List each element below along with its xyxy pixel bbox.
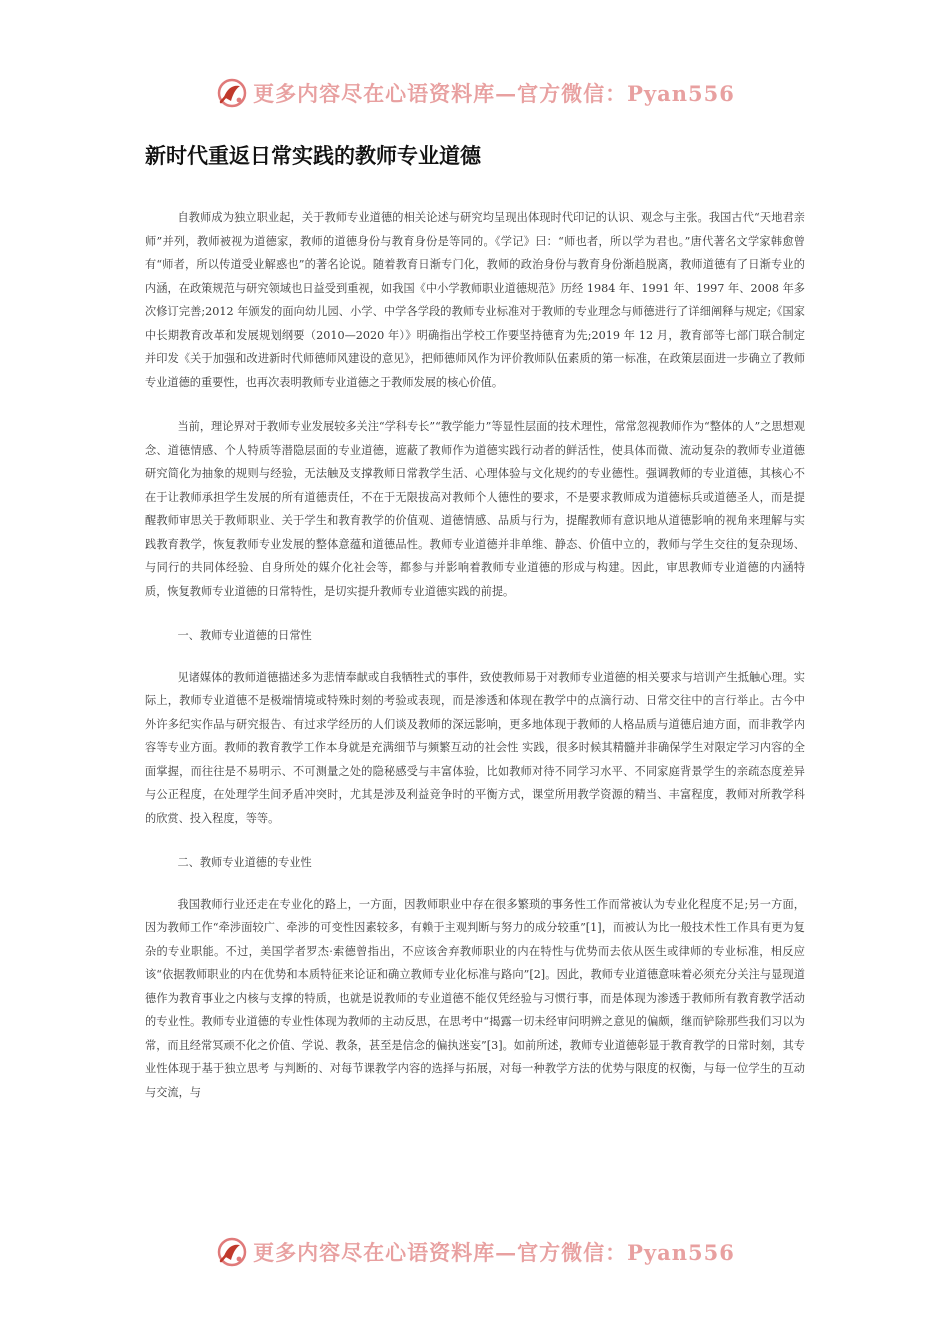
section-heading: 二、教师专业道德的专业性 xyxy=(177,856,312,869)
brand-logo-icon xyxy=(215,76,249,110)
document-body xyxy=(145,206,805,1125)
document-title: 新时代重返日常实践的教师专业道德 xyxy=(145,144,481,168)
body-paragraph: 我国教师行业还走在专业化的路上，一方面，因教师职业中存在很多繁琐的事务性工作而常被认为专业化程度不足;另一方面，因为教师工作“牵涉面较广、牵涉的可变性因素较多，有赖于主观判断与努力的成分较重”[1]，而被认为比一般技术性工作具有更为复杂的专业职能。不过，美国学者罗杰·索德曾指出，不应该舍弃教师职业的内在特性与优势而去依从医生或律师的专业标准，相反应该“依据教师职业的内在优势和本质特征来论证和确立教师专业化标准与路向”[2]。因此，教师专业道德意味着必须充分关注与显现道德作为教育事业之内核与支撑的特质，也就是说教师的专业道德不能仅凭经验与习惯行事，而是体现为渗透于教师所有教育教学活动的专业性。教师专业道德的专业性体现为教师的主动反思，在思考中“揭露一切未经审问明辨之意见的偏颇，继而铲除那些我们习以为常，而且经常冥顽不化之价值、学说、教条，甚至是信念的偏执迷妄”[3]。如前所述，教师专业道德彰显于教育教学的日常时刻，其专业性体现于基于独立思考 与判断的、对每节课教学内容的选择与拓展，对每一种教学方法的优势与限度的权衡，与每一位学生的互动与交流，与 xyxy=(145,897,805,1099)
header-watermark-banner xyxy=(0,73,950,113)
section-heading: 一、教师专业道德的日常性 xyxy=(177,629,312,642)
banner-text: 更多内容尽在心语资料库—官方微信：Pyan556 xyxy=(253,1240,735,1265)
body-paragraph: 当前，理论界对于教师专业发展较多关注“学科专长”“教学能力”等显性层面的技术理性，常常忽视教师作为“整体的人”之思想观念、道德情感、个人特质等潜隐层面的专业道德，遮蔽了教师作为道德实践行动者的鲜活性，使具体而微、流动复杂的教师专业道德研究简化为抽象的规则与经验，无法触及支撑教师日常教学生活、心理体验与文化规约的专业德性。强调教师的专业道德，其核心不在于让教师承担学生发展的所有道德责任，不在于无限拔高对教师个人德性的要求，不是要求教师成为道德标兵或道德圣人，而是提醒教师审思关于教师职业、关于学生和教育教学的价值观、道德情感、品质与行为，提醒教师有意识地从道德影响的视角来理解与实践教育教学，恢复教师专业发展的整体意蕴和道德品性。教师专业道德并非单维、静态、价值中立的，教师与学生交往的复杂现场、与同行的共同体经验、自身所处的媒介化社会等，都参与并影响着教师专业道德的形成与构建。因此，审思教师专业道德的内涵特质，恢复教师专业道德的日常特性，是切实提升教师专业道德实践的前提。 xyxy=(145,420,805,598)
banner-text: 更多内容尽在心语资料库—官方微信：Pyan556 xyxy=(253,81,735,106)
body-paragraph: 自教师成为独立职业起，关于教师专业道德的相关论述与研究均呈现出体现时代印记的认识、观念与主张。我国古代“天地君亲师”并列，教师被视为道德家，教师的道德身份与教育身份是等同的。《学记》曰：“师也者，所以学为君也。”唐代著名文学家韩愈曾有“师者，所以传道受业解惑也”的著名论说。随着教育日渐专门化，教师的政治身份与教育身份渐趋脱离，教师道德有了日渐专业的内涵，在政策规范与研究领域也日益受到重视，如我国《中小学教师职业道德规范》历经 1984 年、1991 年、1997 年、2008 年多次修订完善;2012 年颁发的面向幼儿园、小学、中学各学段的教师专业标准对于教师的专业理念与师德进行了详细阐释与规定;《国家中长期教育改革和发展规划纲要（2010—2020 年）》明确指出学校工作要坚持德育为先;2019 年 12 月，教育部等七部门联合制定并印发《关于加强和改进新时代师德师风建设的意见》，把师德师风作为评价教师队伍素质的第一标准，在政策层面进一步确立了教师专业道德的重要性，也再次表明教师专业道德之于教师发展的核心价值。 xyxy=(145,211,805,389)
body-paragraph: 见诸媒体的教师道德描述多为悲情奉献或自我牺牲式的事件，致使教师易于对教师专业道德的相关要求与培训产生抵触心理。实际上，教师专业道德不是极端情境或特殊时刻的考验或表现，而是渗透和体现在教学中的点滴行动、日常交往中的言行举止。古今中外许多纪实作品与研究报告、有过求学经历的人们谈及教师的深远影响，更多地体现于教师的人格品质与道德启迪方面，而非教学内容等专业方面。教师的教育教学工作本身就是充满细节与频繁互动的社会性 实践，很多时候其精髓并非确保学生对限定学习内容的全面掌握，而往往是不易明示、不可测量之处的隐秘感受与丰富体验，比如教师对待不同学习水平、不同家庭背景学生的亲疏态度差异与公正程度，在处理学生间矛盾冲突时，尤其是涉及利益竞争时的平衡方式，课堂所用教学资源的精当、丰富程度，教师对所教学科的欣赏、投入程度，等等。 xyxy=(145,670,805,825)
brand-logo-icon xyxy=(215,1235,249,1269)
footer-watermark-banner xyxy=(0,1232,950,1272)
